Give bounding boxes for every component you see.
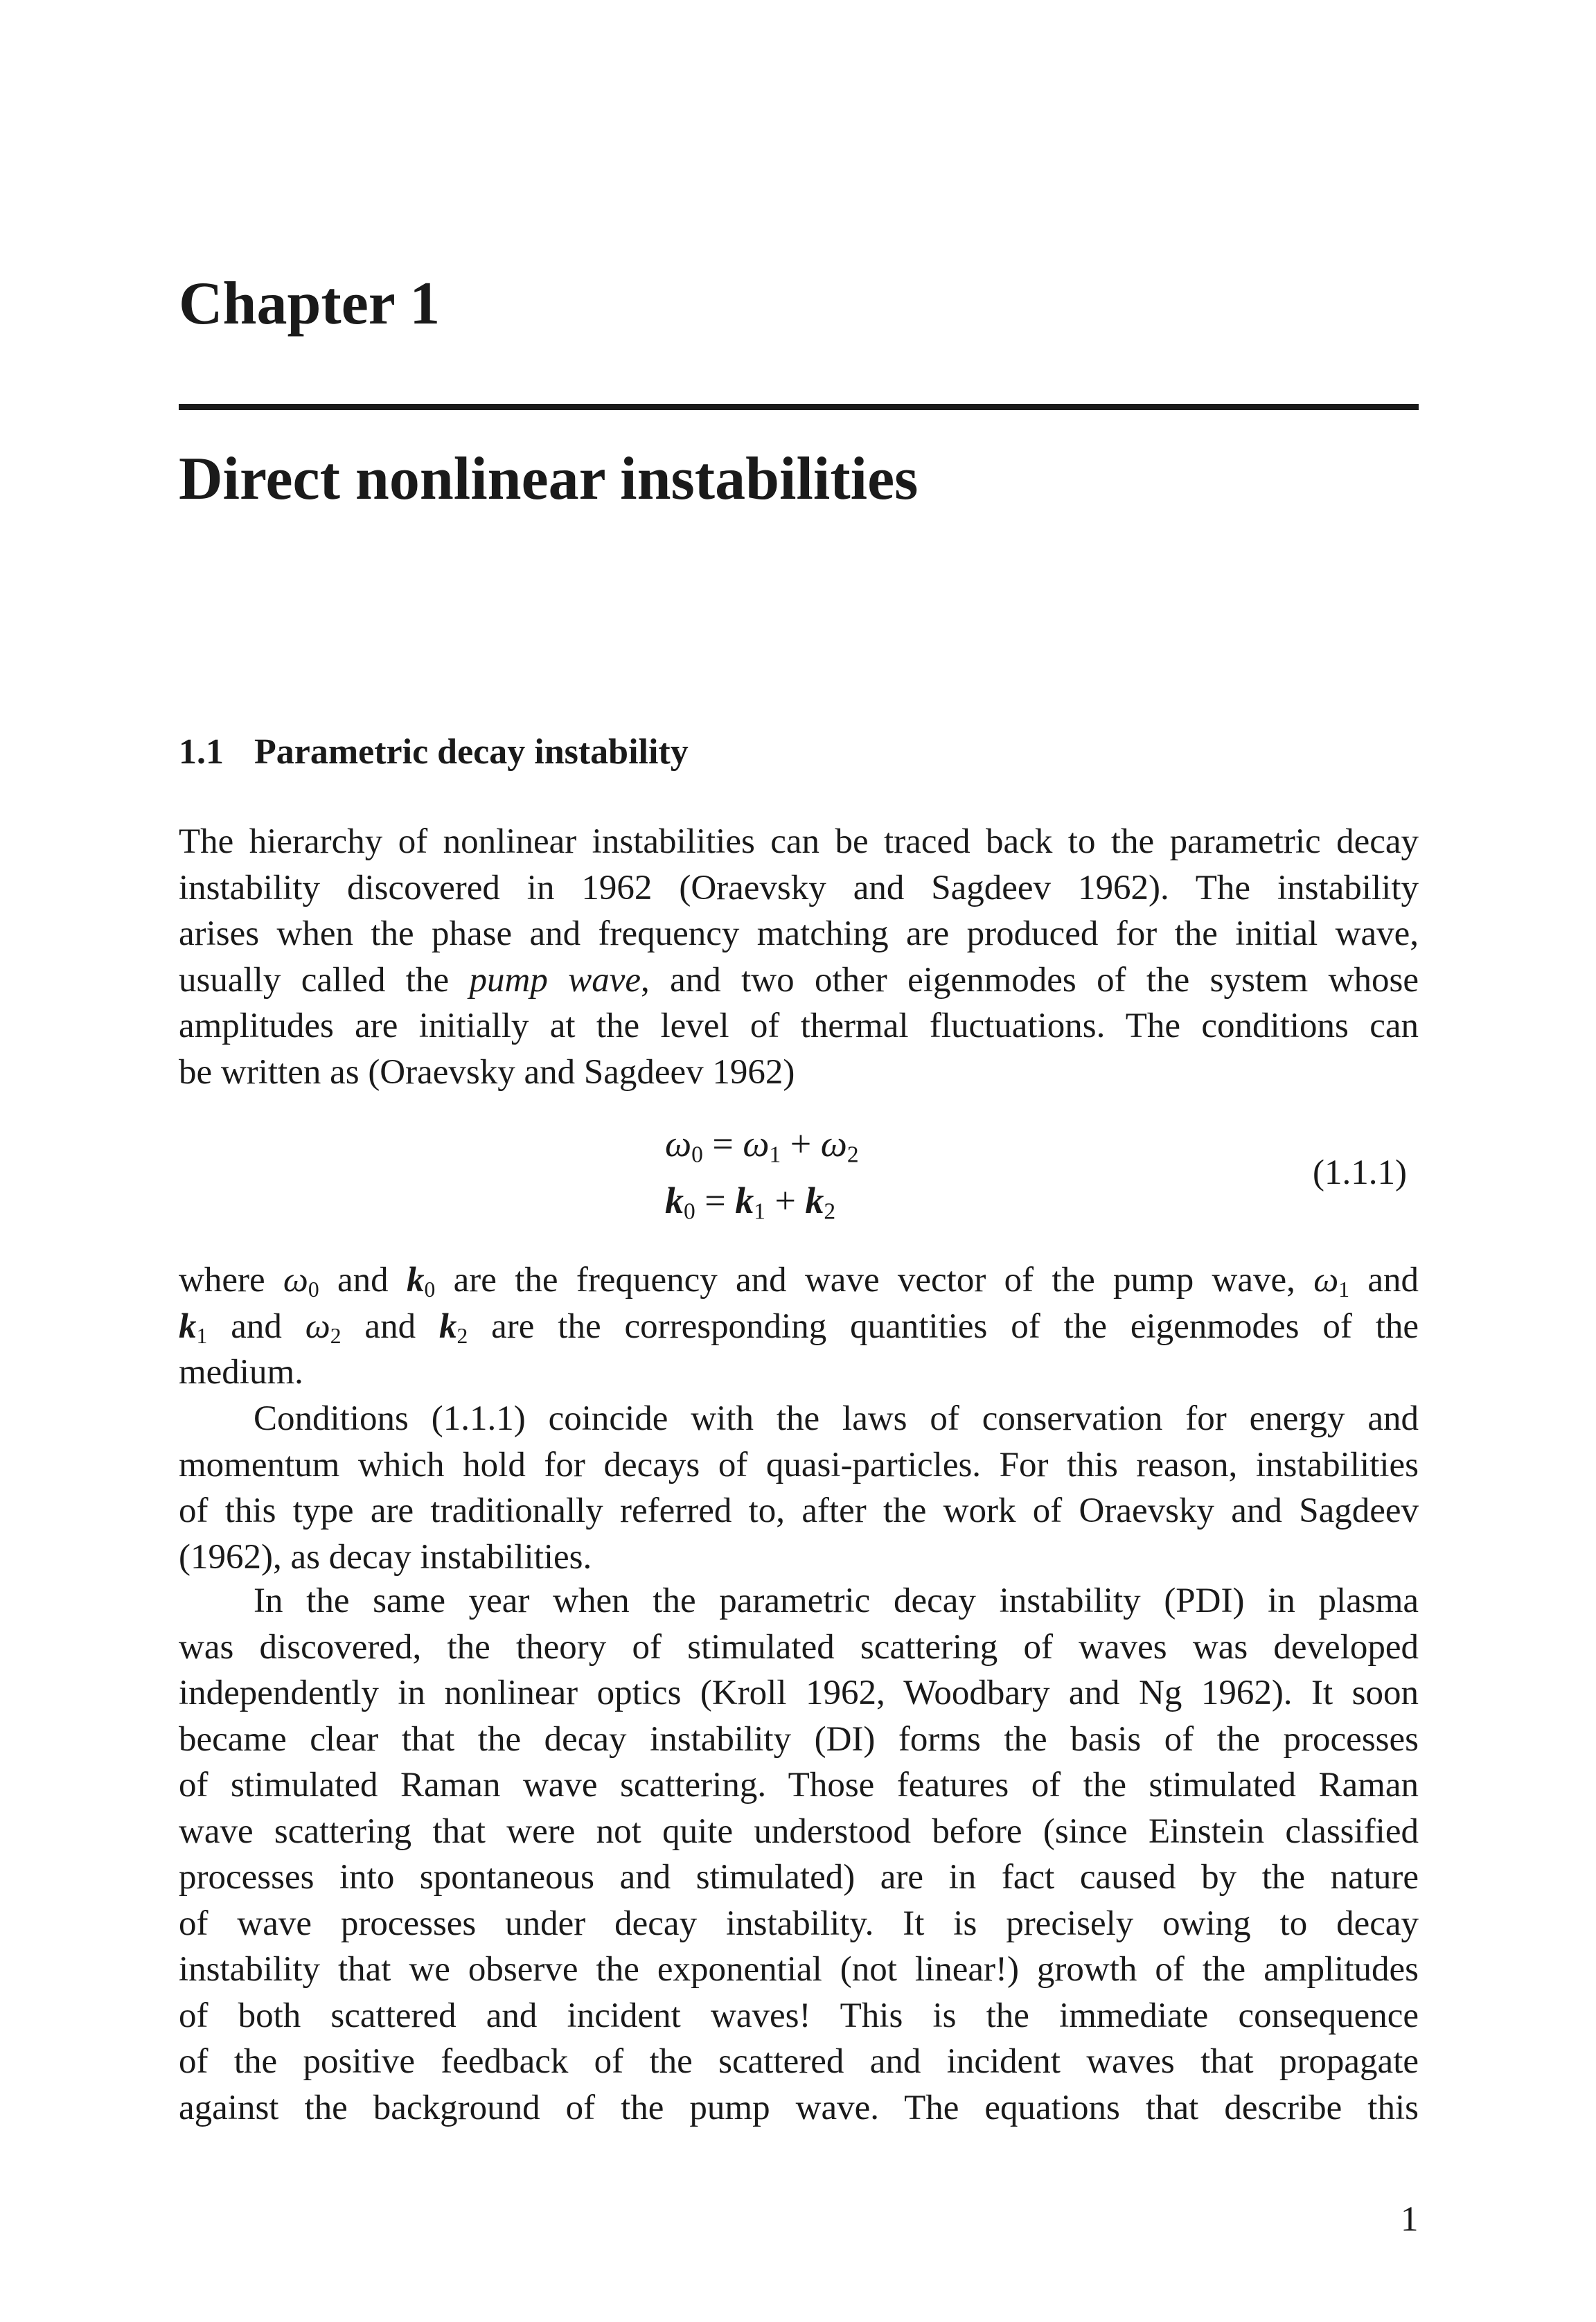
paragraph-1 [179, 819, 1419, 1095]
page-number: 1 [1401, 2200, 1419, 2239]
subscript: 2 [330, 1323, 342, 1348]
section-heading [179, 734, 689, 770]
omega-symbol: ω [305, 1306, 330, 1346]
text-segment: and [1349, 1261, 1419, 1300]
paragraph-2 [179, 1257, 1419, 1396]
chapter-title: Direct nonlinear instabilities [179, 445, 919, 513]
section-title: Parametric decay instability [254, 732, 689, 772]
text-segment: are the frequency and wave vector of the pump wave, [435, 1261, 1314, 1300]
text-segment: and [319, 1261, 407, 1300]
k-vector-symbol: k [407, 1261, 425, 1300]
omega-symbol: ω [1313, 1261, 1339, 1300]
text-line [179, 1257, 1419, 1304]
text-line: be written as (Oraevsky and Sagdeev 1962) [179, 1052, 795, 1092]
text-line: against the background of the pump wave. The equations that describe this [179, 2088, 1419, 2127]
text-segment: , and two other eigenmodes of the system whose [641, 960, 1419, 1000]
paragraph-3 [179, 1396, 1419, 1580]
text-line: of wave processes under decay instability. It is precisely owing to decay [179, 1904, 1419, 1943]
subscript: 0 [308, 1277, 319, 1302]
chapter-rule [179, 404, 1419, 410]
text-line: of both scattered and incident waves! This is the immediate consequence [179, 1996, 1419, 2035]
text-line: amplitudes are initially at the level of thermal fluctuations. The conditions can [179, 1007, 1419, 1045]
subscript: 2 [456, 1323, 468, 1348]
subscript: 1 [1338, 1277, 1350, 1302]
text-line: of the positive feedback of the scattered and incident waves that propagate [179, 2042, 1419, 2081]
text-line: Conditions (1.1.1) coincide with the laws of conservation for energy and [254, 1399, 1419, 1438]
chapter-label: Chapter 1 [179, 270, 441, 337]
text-line: independently in nonlinear optics (Kroll 1962, Woodbary and Ng 1962). It soon [179, 1674, 1419, 1712]
equation-line-frequency: $\omega_0 = \omega_1 + \omega_2$ [665, 1123, 859, 1168]
text-line: The hierarchy of nonlinear instabilities can be traced back to the parametric decay [179, 822, 1419, 861]
text-line: In the same year when the parametric decay instability (PDI) in plasma [254, 1581, 1419, 1620]
text-line [179, 1304, 1419, 1350]
subscript: 1 [196, 1323, 208, 1348]
equation-line-wavevector: $k_0 = k_1 + k_2$ [665, 1180, 836, 1225]
text-segment: where [179, 1261, 283, 1300]
text-line: of stimulated Raman wave scattering. Those features of the stimulated Raman [179, 1766, 1419, 1805]
text-line [179, 957, 1419, 1004]
text-line: arises when the phase and frequency matching are produced for the initial wave, [179, 914, 1419, 953]
emphasis-pump-wave: pump wave [469, 960, 641, 1000]
equation-label: (1.1.1) [1313, 1153, 1407, 1192]
text-line: processes into spontaneous and stimulated) are in fact caused by the nature [179, 1858, 1419, 1897]
section-number: 1.1 [179, 732, 224, 772]
text-segment: and [341, 1306, 439, 1346]
text-segment: and [207, 1306, 305, 1346]
text-line: became clear that the decay instability (DI) forms the basis of the processes [179, 1719, 1419, 1759]
text-line: of this type are traditionally referred to, after the work of Oraevsky and Sagdeev [179, 1491, 1419, 1530]
paragraph-4 [179, 1578, 1419, 2131]
omega-symbol: ω [283, 1261, 308, 1300]
text-line: was discovered, the theory of stimulated scattering of waves was developed [179, 1627, 1419, 1667]
text-line: medium. [179, 1353, 303, 1392]
text-line: momentum which hold for decays of quasi-particles. For this reason, instabilities [179, 1445, 1419, 1485]
k-vector-symbol: k [438, 1306, 457, 1346]
text-line: (1962), as decay instabilities. [179, 1537, 592, 1577]
text-segment: are the corresponding quantities of the eigenmodes of the [468, 1306, 1419, 1346]
text-line: instability that we observe the exponential (not linear!) growth of the amplitudes [179, 1950, 1419, 1989]
text-line: instability discovered in 1962 (Oraevsky and Sagdeev 1962). The instability [179, 868, 1419, 907]
text-segment: usually called the [179, 960, 470, 1000]
text-line: wave scattering that were not quite understood before (since Einstein classified [179, 1811, 1419, 1851]
k-vector-symbol: k [179, 1306, 197, 1346]
subscript: 0 [424, 1277, 436, 1302]
